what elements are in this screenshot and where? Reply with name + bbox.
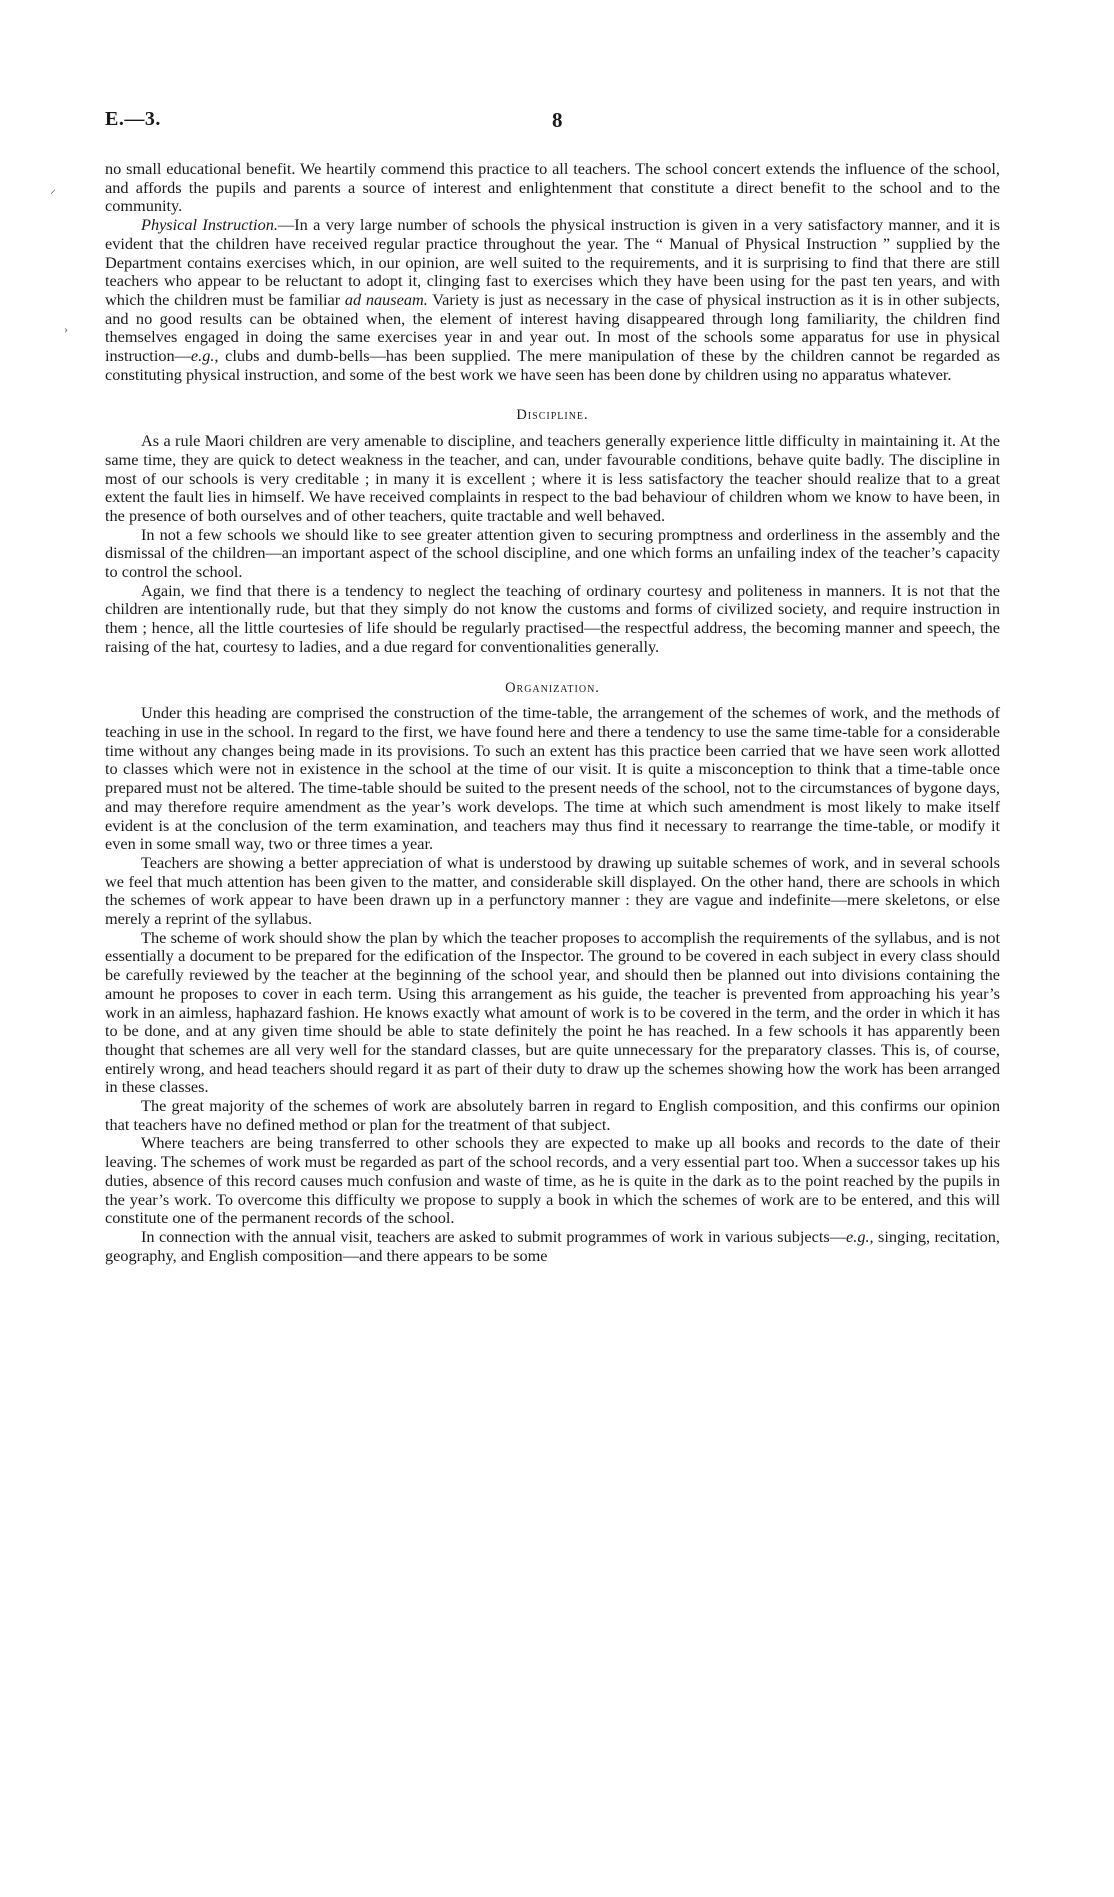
body-text — [105, 160, 1000, 1265]
paragraph: The scheme of work should show the plan by which the teacher proposes to accomplish the requirements of the syllabus, and is not essentially a document to be prepared for the edification of the Inspector. The ground to be covered in each subject in every class should be carefully reviewed by the teacher at the beginning of the school year, and should then be planned out into divisions containing the amount he proposes to cover in each term. Using this arrangement as his guide, the teacher is prevented from approaching his year’s work in an aimless, haphazard fashion. He knows exactly what amount of work is to be covered in the term, and the order in which it has to be done, and at any given time should be able to state definitely the point he has reached. In a few schools it has apparently been thought that schemes are all very well for the standard classes, but are quite unnecessary for the preparatory classes. This is, of course, entirely wrong, and head teachers should regard it as part of their duty to draw up the schemes showing how the work has been arranged in these classes. — [105, 927, 1000, 1097]
document-reference: E.—3. — [105, 108, 161, 130]
margin-tick-mark: ⸝ — [50, 182, 57, 196]
margin-tick-mark: › — [64, 322, 68, 336]
paragraph-physical-instruction — [105, 216, 1000, 384]
paragraph: The great majority of the schemes of work are absolutely barren in regard to English composition, and this confirms our opinion that teachers have no defined method or plan for the treatment of that subject. — [105, 1096, 1000, 1134]
section-heading-discipline: Discipline. — [516, 407, 589, 424]
italic-phrase: e.g., — [190, 346, 219, 366]
page-number: 8 — [552, 108, 563, 132]
paragraph-text: clubs and dumb-bells—has been supplied. The mere manipulation of these by the children cannot be regarded as constituting physical instruction, and some of the best work we have seen has been done by children using no apparatus whatever. — [105, 346, 1000, 384]
section-heading-organization: Organization. — [505, 679, 600, 696]
paragraph-text: singing, recitation, geography, and English composition—and there appears to be some — [105, 1226, 1001, 1265]
run-in-heading: Physical Instruction. — [141, 215, 278, 235]
italic-phrase: e.g., — [846, 1226, 874, 1246]
page-header — [105, 108, 1000, 138]
paragraph: Teachers are showing a better appreciation of what is understood by drawing up suitable schemes of work, and in several schools we feel that much attention has been given to the matter, and considerable skill displayed. On the other hand, there are schools in which the schemes of work appear to have been drawn up in a perfunctory manner : they are vague and indefinite—mere skeletons, or else merely a reprint of the syllabus. — [105, 852, 1000, 929]
paragraph-text: —In a very large number of schools the physical instruction is given in a very satisfactory manner, and it is evident that the children have received regular practice throughout the year. The “ Manual of Physical Instruction ” supplied by the Department contains exercises which, in our opinion, are well suited to the requirements, and it is surprising to find that there are still teachers who appear to be reluctant to adopt it, clinging fast to exercises which they have been using for the past ten years, and with which the children must be familiar — [105, 215, 1000, 309]
paragraph: In not a few schools we should like to see greater attention given to securing promptness and orderliness in the assembly and the dismissal of the children—an important aspect of the school discipline, and one which forms an unfailing index of the teacher’s capacity to control the school. — [105, 524, 1000, 582]
italic-phrase: ad nauseam. — [344, 289, 428, 309]
paragraph-text: In connection with the annual visit, teachers are asked to submit programmes of work in various subjects— — [141, 1226, 847, 1246]
paragraph-text: Variety is just as necessary in the case of physical instruction as it is in other subjects, and no good results can be obtained when, the element of interest having disappeared through long familiarity, the children find themselves engaged in doing the same exercises year in and year out. In most of the schools some apparatus for use in physical instruction— — [105, 289, 1000, 366]
paragraph: Under this heading are comprised the construction of the time-table, the arrangement of the schemes of work, and the methods of teaching in use in the school. In regard to the first, we have found here and there a tendency to use the same time-table for a considerable time without any changes being made in its provisions. To such an extent has this practice been carried that we have seen work allotted to classes which were not in existence in the school at the time of our visit. It is quite a misconception to think that a time-table once prepared must not be altered. The time-table should be suited to the present needs of the school, not to the circumstances of bygone days, and may therefore require amendment as the year’s work develops. The time at which such amendment is most likely to make itself evident is at the conclusion of the term examination, and teachers may thus find it necessary to rearrange the time-table, or modify it even in some small way, two or three times a year. — [105, 703, 1000, 854]
paragraph: no small educational benefit. We heartily commend this practice to all teachers. The school concert extends the influence of the school, and affords the pupils and parents a source of interest and enlightenment that constitute a direct benefit to the school and to the community. — [105, 159, 1000, 216]
paragraph: Where teachers are being transferred to other schools they are expected to make up all books and records to the date of their leaving. The schemes of work must be regarded as part of the school records, and a very essential part too. When a successor takes up his duties, absence of this record causes much confusion and waste of time, as he is quite in the dark as to the point reached by the pupils in the year’s work. To overcome this difficulty we propose to supply a book in which the schemes of work are to be entered, and this will constitute one of the permanent records of the school. — [105, 1133, 1000, 1228]
paragraph: As a rule Maori children are very amenable to discipline, and teachers generally experience little difficulty in maintaining it. At the same time, they are quick to detect weakness in the teacher, and can, under favourable conditions, behave quite badly. The discipline in most of our schools is very creditable ; in many it is excellent ; where it is less satisfactory the teacher should realize that to a great extent the fault lies in himself. We have received complaints in respect to the bad behaviour of children whom we know to have been, in the presence of both ourselves and of other teachers, quite tractable and well behaved. — [105, 431, 1000, 525]
paragraph — [105, 1228, 1000, 1265]
paragraph: Again, we find that there is a tendency to neglect the teaching of ordinary courtesy and politeness in manners. It is not that the children are intentionally rude, but that they simply do not know the customs and forms of civilized society, and require instruction in them ; hence, all the little courtesies of life should be regularly practised—the respectful address, the becoming manner and speech, the raising of the hat, courtesy to ladies, and a due regard for conventionalities generally. — [105, 580, 1000, 656]
